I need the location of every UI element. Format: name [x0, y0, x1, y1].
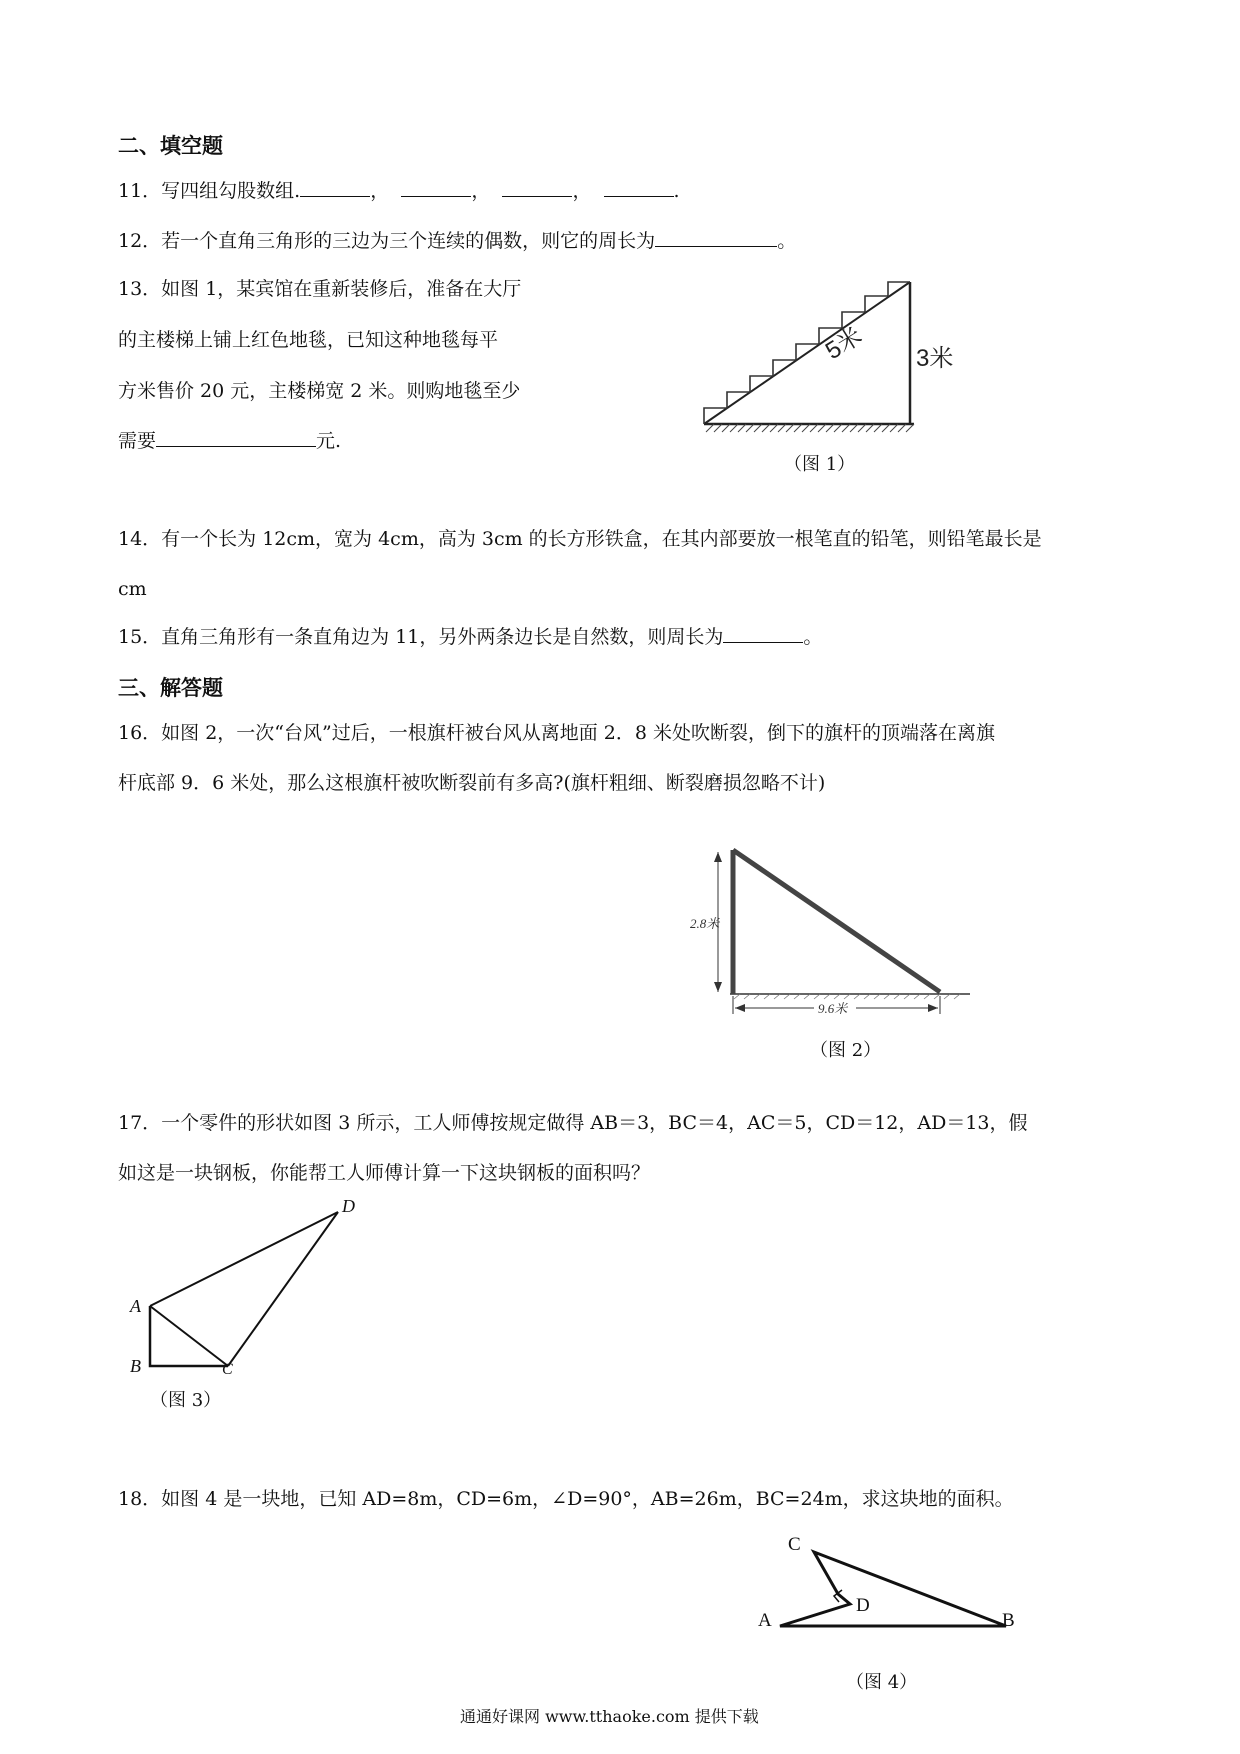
answer-blank-11a[interactable] [300, 178, 370, 197]
field-outline [780, 1552, 1006, 1626]
arrow-down [714, 982, 722, 992]
question-11 [118, 178, 680, 204]
answer-blank-11b[interactable] [401, 178, 471, 197]
answer-blank-12[interactable] [655, 228, 777, 247]
figure-2-caption: （图 2） [810, 1040, 882, 1061]
separator: ， [572, 180, 592, 202]
question-14-line1: 14．有一个长为 12cm，宽为 4cm，高为 3cm 的长方形铁盒，在其内部要放一根笔直的铅笔，则铅笔最长是 [118, 528, 1042, 550]
end-mark: 。 [803, 626, 823, 648]
question-16-line2: 杆底部 9．6 米处，那么这根旗杆被吹断裂前有多高?(旗杆粗细、断裂磨损忽略不计) [118, 772, 826, 794]
figure-2-flagpole [690, 830, 980, 1030]
vertex-d: D [856, 1595, 870, 1616]
answer-blank-13[interactable] [156, 428, 316, 447]
question-13-line4 [118, 428, 341, 454]
label-height: 3米 [916, 345, 954, 372]
separator: ， [471, 180, 491, 202]
vertex-c: C [788, 1534, 801, 1555]
vertex-b: B [1002, 1610, 1015, 1631]
question-15 [118, 624, 822, 650]
question-15-text: 15．直角三角形有一条直角边为 11，另外两条边长是自然数，则周长为 [118, 626, 724, 648]
question-16-line1: 16．如图 2，一次“台风”过后，一根旗杆被台风从离地面 2．8 米处吹断裂，倒下的旗杆的顶端落在离旗 [118, 722, 995, 744]
question-17-line2: 如这是一块钢板，你能帮工人师傅计算一下这块钢板的面积吗？ [118, 1162, 651, 1184]
vertex-a: A [130, 1296, 141, 1316]
question-12 [118, 228, 796, 254]
footer-credit: 通通好课网 www.tthaoke.com 提供下载 [460, 1707, 759, 1726]
figure-4-field [748, 1522, 1028, 1652]
separator: ， [370, 180, 390, 202]
stair-hypotenuse [704, 282, 910, 424]
section-answer-title: 三、解答题 [118, 676, 223, 700]
question-12-text: 12．若一个直角三角形的三边为三个连续的偶数，则它的周长为 [118, 230, 656, 252]
question-11-text: 11．写四组勾股数组. [118, 180, 301, 202]
question-13-line1: 13．如图 1，某宾馆在重新装修后，准备在大厅 [118, 278, 522, 300]
label-vertical: 2.8米 [690, 916, 720, 931]
arrow-right [928, 1004, 938, 1012]
question-18: 18．如图 4 是一块地，已知 AD=8m，CD=6m，∠D=90°，AB=26m，BC=24m，求这块地的面积。 [118, 1488, 1014, 1510]
end-mark: 。 [777, 230, 797, 252]
vertex-a: A [758, 1610, 772, 1631]
vertex-d: D [342, 1196, 355, 1216]
pole-fallen [733, 850, 940, 992]
edge-a-d [150, 1212, 338, 1306]
vertex-c: C [222, 1361, 233, 1376]
end-mark: . [673, 180, 680, 202]
question-17-line1: 17．一个零件的形状如图 3 所示，工人师傅按规定做得 AB＝3，BC＝4，AC＝5，CD＝12，AD＝13，假 [118, 1112, 1028, 1134]
label-hypotenuse: 5米 [820, 322, 867, 366]
figure-1-staircase [690, 262, 970, 474]
question-14-line2: cm [118, 578, 147, 600]
answer-blank-11d[interactable] [604, 178, 674, 197]
answer-blank-11c[interactable] [502, 178, 572, 197]
question-13-text: 需要 [118, 430, 157, 452]
arrow-up [714, 852, 722, 862]
vertex-b: B [130, 1356, 141, 1376]
label-horizontal: 9.6米 [818, 1001, 848, 1016]
section-fill-in-title: 二、填空题 [118, 134, 223, 158]
arrow-left [735, 1004, 745, 1012]
figure-1-caption: （图 1） [784, 454, 856, 475]
question-13-unit: 元. [316, 430, 342, 452]
answer-blank-15[interactable] [723, 624, 803, 643]
question-13-line3: 方米售价 20 元，主楼梯宽 2 米。则购地毯至少 [118, 380, 521, 402]
figure-3-quadrilateral [120, 1196, 380, 1376]
edge-a-c [150, 1306, 228, 1366]
figure-4-caption: （图 4） [846, 1672, 918, 1693]
question-13-line2: 的主楼梯上铺上红色地毯，已知这种地毯每平 [118, 329, 499, 351]
edge-c-d [228, 1212, 338, 1366]
figure-3-caption: （图 3） [150, 1390, 222, 1411]
